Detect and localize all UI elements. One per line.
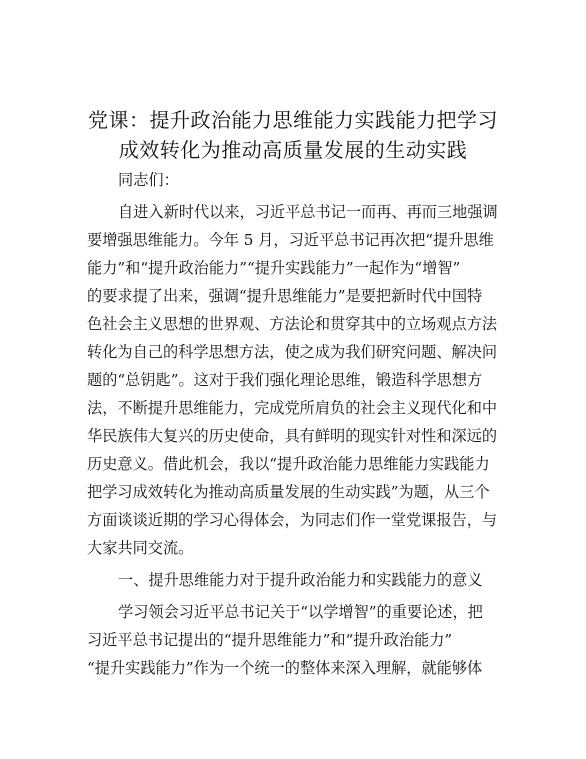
paragraph-line: 方面谈谈近期的学习心得体会，为同志们作一堂党课报告，与 xyxy=(87,511,498,529)
paragraph-line: 自进入新时代以来，习近平总书记一而再、再而三地强调 xyxy=(118,203,498,221)
paragraph-line: 题的“总钥匙”。这对于我们强化理论思维，锻造科学思想方 xyxy=(87,371,483,389)
paragraph-line: 法，不断提升思维能力，完成党所肩负的社会主义现代化和中 xyxy=(87,399,498,417)
paragraph-line: 把学习成效转化为推动高质量发展的生动实践”为题，从三个 xyxy=(87,483,490,501)
paragraph-line: 色社会主义思想的世界观、方法论和贯穿其中的立场观点方法 xyxy=(87,315,498,333)
paragraph-line: 学习领会习近平总书记关于“以学增智”的重要论述，把 xyxy=(118,603,483,621)
salutation: 同志们： xyxy=(118,171,179,189)
paragraph-line: 转化为自己的科学思想方法，使之成为我们研究问题、解决问 xyxy=(87,343,498,361)
paragraph-line: “提升实践能力”作为一个统一的整体来深入理解，就能够体 xyxy=(87,659,483,677)
paragraph-line: 要增强思维能力。今年 5 月，习近平总书记再次把“提升思维 xyxy=(87,231,494,249)
document-title-line-2: 成效转化为推动高质量发展的生动实践 xyxy=(118,138,468,162)
section-1-heading: 一、提升思维能力对于提升政治能力和实践能力的意义 xyxy=(118,571,483,589)
document-title-line-1: 党课：提升政治能力思维能力实践能力把学习 xyxy=(88,108,498,132)
paragraph-line: 华民族伟大复兴的历史使命，具有鲜明的现实针对性和深远的 xyxy=(87,427,498,445)
paragraph-line: 历史意义。借此机会，我以“提升政治能力思维能力实践能力 xyxy=(87,455,490,473)
paragraph-line: 的要求提了出来，强调“提升思维能力”是要把新时代中国特 xyxy=(87,287,483,305)
paragraph-line: 大家共同交流。 xyxy=(87,539,194,557)
paragraph-line: 习近平总书记提出的“提升思维能力”和“提升政治能力” xyxy=(87,631,453,649)
paragraph-line: 能力”和“提升政治能力”“提升实践能力”一起作为“增智” xyxy=(87,259,461,277)
